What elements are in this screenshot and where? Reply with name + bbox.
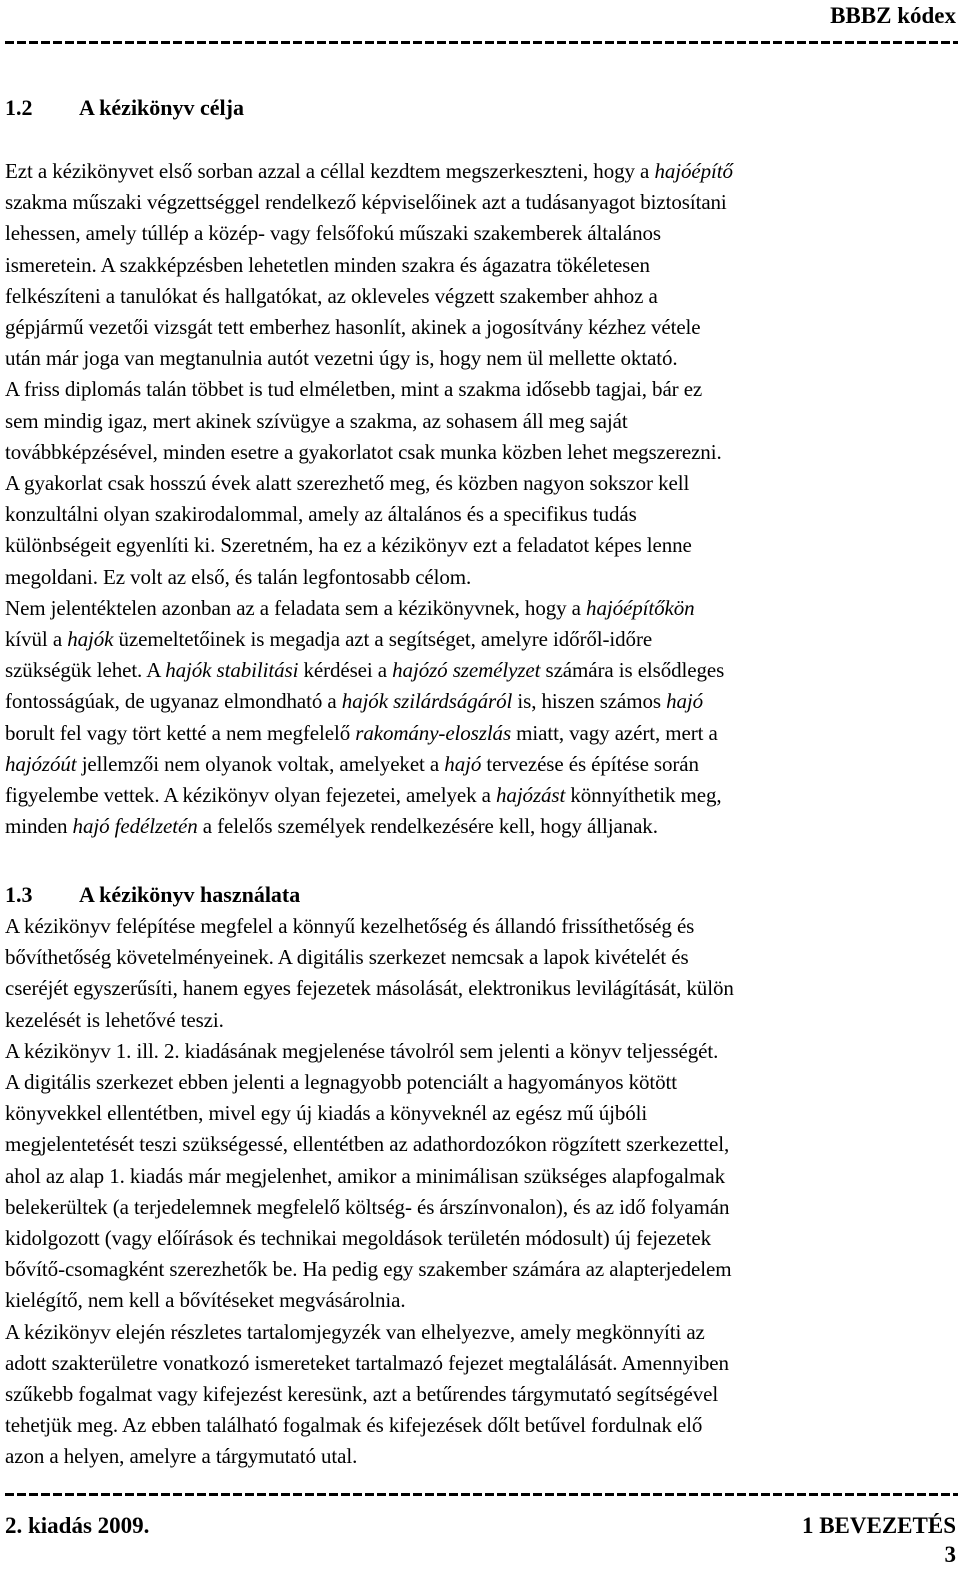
italic-term: hajó fedélzetén bbox=[72, 814, 198, 839]
text-run: A kézikönyv felépítése megfelel a könnyű kezelhetőség és állandó frissíthetőség és bbox=[5, 914, 695, 938]
text-run: tehetjük meg. Az ebben található fogalmak és kifejezések dőlt betűvel fordulnak elő bbox=[5, 1413, 703, 1438]
italic-term: hajók bbox=[67, 627, 114, 652]
text-run: könnyíthetik meg, bbox=[565, 783, 722, 808]
section-number: 1.3 bbox=[5, 882, 33, 907]
text-run: után már joga van megtanulnia autót vezetni úgy is, hogy nem ül mellette oktató. bbox=[5, 346, 678, 371]
text-run: könyvekkel ellentétben, mivel egy új kiadás a könyveknél az egész mű újbóli bbox=[5, 1101, 648, 1126]
text-run: kezelését is lehetővé teszi. bbox=[5, 1007, 224, 1032]
italic-term: hajózást bbox=[496, 783, 566, 808]
text-line bbox=[5, 1410, 958, 1441]
text-run: A digitális szerkezet ebben jelenti a legnagyobb potenciált a hagyományos kötött bbox=[5, 1070, 677, 1095]
text-run: kívül a bbox=[5, 627, 68, 652]
text-line bbox=[5, 562, 958, 593]
text-line bbox=[5, 1036, 958, 1067]
text-run: adott szakterületre vonatkozó ismereteket tartalmazó fejezet megtalálását. Amennyiben bbox=[5, 1350, 729, 1375]
text-run: megjelentetését teszi szükségessé, ellentétben az adathordozókon rögzített szerkezettel, bbox=[5, 1132, 730, 1157]
text-line bbox=[5, 437, 958, 468]
text-line bbox=[5, 1441, 958, 1472]
text-run: azon a helyen, amelyre a tárgymutató utal. bbox=[5, 1444, 358, 1469]
section-body-1-2 bbox=[5, 156, 958, 842]
footer-edition: 2. kiadás 2009. bbox=[5, 1513, 150, 1538]
text-line bbox=[5, 281, 958, 312]
text-run: bővítő-csomagként szerezhetők be. Ha pedig egy szakember számára az alapterjedelem bbox=[5, 1257, 732, 1282]
footer-divider bbox=[5, 1493, 958, 1496]
text-run: szűkebb fogalmat vagy kifejezést keresünk, azt a betűrendes tárgymutató segítségével bbox=[5, 1382, 719, 1407]
text-line bbox=[5, 1379, 958, 1410]
section-title: A kézikönyv használata bbox=[79, 882, 301, 907]
text-line bbox=[5, 1254, 958, 1285]
text-run: gépjármű vezetői vizsgát tett emberhez hasonlít, akinek a jogosítvány kézhez vétele bbox=[5, 315, 701, 340]
italic-term: hajók szilárdságáról bbox=[341, 689, 513, 714]
text-line bbox=[5, 218, 958, 249]
text-line bbox=[5, 811, 958, 842]
text-line bbox=[5, 343, 958, 374]
page-number: 3 bbox=[944, 1542, 956, 1567]
italic-term: hajózó személyzet bbox=[392, 658, 541, 683]
text-line bbox=[5, 312, 958, 343]
header-code: BBBZ kódex bbox=[830, 3, 956, 28]
text-run: sem mindig igaz, mert akinek szívügye a szakma, az sohasem áll meg saját bbox=[5, 408, 628, 433]
italic-term: hajó bbox=[666, 689, 704, 714]
text-line bbox=[5, 1161, 958, 1192]
text-line bbox=[5, 749, 958, 780]
text-run: figyelembe vettek. A kézikönyv olyan fejezetei, amelyek a bbox=[5, 783, 497, 808]
section-heading-1-2 bbox=[5, 93, 244, 123]
text-run: szükségük lehet. A bbox=[5, 658, 166, 683]
italic-term: hajóépítő bbox=[654, 159, 733, 183]
text-line bbox=[5, 530, 958, 561]
text-line bbox=[5, 624, 958, 655]
text-run: miatt, vagy azért, mert a bbox=[511, 720, 718, 745]
text-run: fontosságúak, de ugyanaz elmondható a bbox=[5, 689, 342, 714]
text-line bbox=[5, 156, 958, 187]
text-line bbox=[5, 655, 958, 686]
italic-term: rakomány-eloszlás bbox=[355, 720, 512, 745]
text-line bbox=[5, 1223, 958, 1254]
text-line bbox=[5, 1005, 958, 1036]
text-line bbox=[5, 686, 958, 717]
text-run: különbségeit egyenlíti ki. Szeretném, ha ez a kézikönyv ezt a feladatot képes lenne bbox=[5, 533, 692, 558]
text-run: cseréjét egyszerűsíti, hanem egyes fejezetek másolását, elektronikus levilágítását, külön bbox=[5, 976, 734, 1001]
text-run: belekerültek (a terjedelemnek megfelelő költség- és árszínvonalon), és az idő folyamán bbox=[5, 1194, 730, 1219]
text-run: kielégítő, nem kell a bővítéseket megvásárolnia. bbox=[5, 1288, 406, 1313]
text-run: ismeretein. A szakképzésben lehetetlen minden szakra és ágazatra tökéletesen bbox=[5, 252, 650, 277]
text-line bbox=[5, 187, 958, 218]
text-line bbox=[5, 406, 958, 437]
footer-chapter: 1 BEVEZETÉS bbox=[801, 1513, 956, 1538]
text-line bbox=[5, 468, 958, 499]
text-run: A kézikönyv 1. ill. 2. kiadásának megjelenése távolról sem jelenti a könyv teljességét. bbox=[5, 1038, 719, 1063]
section-heading-1-3 bbox=[5, 880, 300, 910]
text-run: minden bbox=[5, 814, 73, 839]
text-run: szakma műszaki végzettséggel rendelkező képviselőinek azt a tudásanyagot biztosítani bbox=[5, 190, 727, 215]
text-line bbox=[5, 1285, 958, 1316]
text-run: kérdései a bbox=[298, 658, 393, 683]
text-run: Nem jelentéktelen azonban az a feladata sem a kézikönyvnek, hogy a bbox=[5, 595, 587, 620]
section-number: 1.2 bbox=[5, 95, 33, 120]
text-line bbox=[5, 1317, 958, 1348]
section-title: A kézikönyv célja bbox=[79, 95, 244, 120]
header-divider bbox=[5, 41, 958, 44]
text-run: számára is elsődleges bbox=[540, 658, 725, 683]
text-run: Ezt a kézikönyvet első sorban azzal a céllal kezdtem megszerkeszteni, hogy a bbox=[5, 159, 655, 183]
text-run: borult fel vagy tört ketté a nem megfelelő bbox=[5, 720, 356, 745]
text-line bbox=[5, 911, 958, 942]
text-run: A gyakorlat csak hosszú évek alatt szerezhető meg, és közben nagyon sokszor kell bbox=[5, 471, 690, 496]
text-line bbox=[5, 780, 958, 811]
text-run: üzemeltetőinek is megadja azt a segítséget, amelyre időről-időre bbox=[113, 627, 653, 652]
text-run: konzultálni olyan szakirodalommal, amely az általános és a specifikus tudás bbox=[5, 502, 637, 527]
text-line bbox=[5, 1067, 958, 1098]
text-run: bővíthetőség követelményeinek. A digitális szerkezet nemcsak a lapok kivételét és bbox=[5, 945, 689, 970]
text-run: A friss diplomás talán többet is tud elméletben, mint a szakma idősebb tagjai, bár ez bbox=[5, 377, 703, 402]
text-line bbox=[5, 973, 958, 1004]
italic-term: hajó bbox=[444, 751, 482, 776]
text-line bbox=[5, 1129, 958, 1160]
text-line bbox=[5, 718, 958, 749]
text-run: felkészíteni a tanulókat és hallgatókat, az okleveles végzett szakember ahhoz a bbox=[5, 283, 658, 308]
italic-term: hajózóút bbox=[5, 751, 77, 776]
text-run: továbbképzésével, minden esetre a gyakorlatot csak munka közben lehet megszerezni. bbox=[5, 439, 722, 464]
text-run: is, hiszen számos bbox=[512, 689, 667, 714]
text-line bbox=[5, 1348, 958, 1379]
section-body-1-3 bbox=[5, 911, 958, 1473]
text-run: tervezése és építése során bbox=[481, 751, 699, 776]
text-run: a felelős személyek rendelkezésére kell, hogy álljanak. bbox=[197, 814, 658, 839]
text-line bbox=[5, 942, 958, 973]
text-run: A kézikönyv elején részletes tartalomjegyzék van elhelyezve, amely megkönnyíti az bbox=[5, 1319, 705, 1344]
text-line bbox=[5, 499, 958, 530]
italic-term: hajók stabilitási bbox=[165, 658, 299, 683]
text-line bbox=[5, 250, 958, 281]
document-page bbox=[5, 0, 958, 1570]
text-line bbox=[5, 1098, 958, 1129]
text-line bbox=[5, 374, 958, 405]
text-line bbox=[5, 1192, 958, 1223]
text-run: megoldani. Ez volt az első, és talán legfontosabb célom. bbox=[5, 564, 472, 589]
text-line bbox=[5, 593, 958, 624]
italic-term: hajóépítőkön bbox=[586, 595, 695, 620]
text-run: kidolgozott (vagy előírások és technikai megoldások területén módosult) új fejezetek bbox=[5, 1226, 711, 1251]
text-run: lehessen, amely túllép a közép- vagy felsőfokú műszaki szakemberek általános bbox=[5, 221, 661, 246]
text-run: jellemzői nem olyanok voltak, amelyeket a bbox=[76, 751, 445, 776]
text-run: ahol az alap 1. kiadás már megjelenhet, amikor a minimálisan szükséges alapfogalmak bbox=[5, 1163, 726, 1188]
